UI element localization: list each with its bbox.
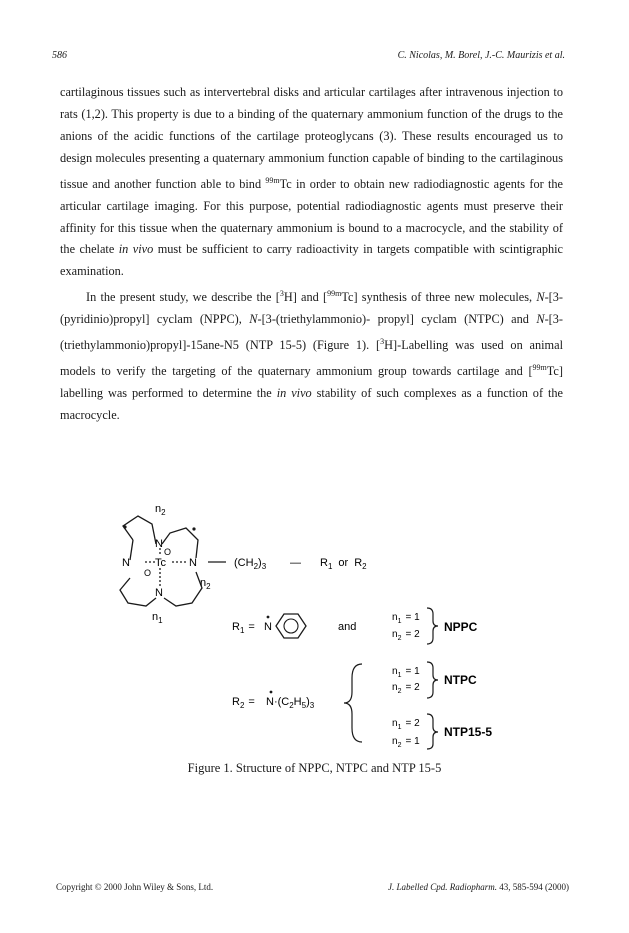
p1-text-b: Tc in order to obtain new radiodiagnostic agents for the articular cartilage imaging. For this purpose, potential radiodiagnostic agents must preserve their affinity for this tissue when the quaternary ammonium is bound to a macrocycle, and the stability of the chelate [60, 176, 563, 257]
atom-n-top: N [155, 538, 163, 550]
ntp-brace [427, 714, 438, 749]
journal-citation [388, 882, 569, 892]
and-word: and [338, 621, 357, 633]
stereo-dot-right [192, 527, 195, 530]
chain-dash: — [290, 557, 301, 569]
p2-text-f: -[3-(triethylammonio)propyl]-15ane-N5 (NTP 15-5) (Figure 1). [ [60, 312, 563, 353]
p1-text: cartilaginous tissues such as intervertebral disks and articular cartilages after intravenous injection to rats (1,2). This property is due to a binding of the quaternary ammonium function of the drugs to the anions of the acidic functions of the cartilage proteoglycans (3). These results encouraged us to design molecules presenting a quaternary ammonium function capable of binding to the cartilaginous tissue and another function able to bind [60, 85, 563, 191]
nppc-n1: $n_1 = 1$ [392, 612, 420, 625]
ntp-n1: $n_1 = 2$ [392, 718, 420, 731]
p2-sup-tc: 99m [327, 289, 342, 299]
p2-text-c: Tc] synthesis of three new molecules, [341, 290, 533, 305]
r1-or-r2: $R_1$ or $R_2$ [320, 557, 367, 571]
running-authors: C. Nicolas, M. Borel, J.-C. Maurizis et al. [397, 50, 565, 61]
p2-text-d: -[3-(pyridinio)propyl] cyclam (NPPC), [60, 290, 563, 327]
ammonium-charge-dot [270, 691, 273, 694]
ntpc-label: NTPC [444, 673, 477, 687]
nppc-label: NPPC [444, 620, 478, 634]
p2-text-i: stability of such complexes as a function of the macrocycle. [60, 386, 564, 423]
atom-n-left: N [122, 557, 130, 569]
p2-sup-tc2: 99m [532, 363, 547, 373]
p1-superscript: 99m [265, 175, 280, 185]
r2-big-brace [344, 664, 362, 742]
r2-definition: $R_2$ = [232, 696, 255, 710]
stereo-dot-left [123, 525, 126, 528]
pyridinium-ring [276, 614, 306, 638]
ntpc-brace [427, 662, 438, 698]
paragraph-2 [60, 283, 563, 427]
triethylammonio-group: $N\cdot(C_2H_5)_3$ [266, 696, 315, 710]
p2-sup-h2: 3 [380, 337, 385, 347]
pyridinium-n: N [264, 621, 272, 633]
paragraph-1 [60, 82, 563, 283]
oxo-left: O [144, 568, 152, 578]
nppc-n2: $n_2 = 2$ [392, 629, 420, 642]
page-number: 586 [52, 50, 67, 61]
ntp-label: NTP15-5 [444, 725, 493, 739]
macrocycle-bonds [120, 516, 226, 606]
nppc-brace [427, 608, 438, 644]
journal-volume: 43, 585-594 (2000) [499, 882, 569, 892]
body-text [60, 82, 563, 427]
p2-sup-h: 3 [279, 289, 284, 299]
atom-n-bottom: N [155, 587, 163, 599]
ring-top-left [123, 516, 156, 544]
journal-name: J. Labelled Cpd. Radiopharm. [388, 882, 497, 892]
chain-label: $(CH_2)_3$ [234, 557, 267, 571]
atom-n-right: N [189, 557, 197, 569]
p1-text-c: must be sufficient to carry radioactivity in targets compatible with scintigraphic examination. [60, 242, 564, 279]
page-footer [56, 882, 569, 896]
label-n1-bottom: $n_1$ [152, 611, 163, 625]
ntpc-n1: $n_1 = 1$ [392, 666, 420, 679]
r1-definition: $R_1$ = [232, 621, 255, 635]
pyridinium-aromatic-circle [284, 619, 298, 633]
ntpc-n2: $n_2 = 2$ [392, 682, 420, 695]
figure-caption: Figure 1. Structure of NPPC, NTPC and NTP 15-5 [187, 761, 442, 775]
p2-italic-n3: N [536, 312, 545, 327]
p2-italic-n2: N [249, 312, 258, 327]
oxo-top: O [164, 547, 172, 557]
figure-1 [100, 500, 530, 750]
p2-text-g: H]-Labelling was used on animal models to verify the targeting of the quaternary ammonium group towards cartilage and [ [60, 338, 563, 379]
p1-italic: in vivo [118, 242, 154, 257]
p2-italic-n1: N [536, 290, 545, 305]
ring-bottom-right [164, 572, 202, 606]
ring-bottom-left [120, 578, 156, 606]
p2-italic-invivo: in vivo [276, 386, 312, 401]
label-n2-top: $n_2$ [155, 503, 166, 517]
p2-text-b: H] and [ [283, 290, 328, 305]
ntp-n2: $n_2 = 1$ [392, 736, 420, 749]
running-header [52, 50, 565, 66]
p2-text-a: In the present study, we describe the [ [86, 290, 280, 305]
atom-tc: Tc [155, 557, 166, 569]
pyridinium-charge-dot [267, 616, 270, 619]
p2-text-h: Tc] labelling was performed to determine the [60, 364, 563, 401]
p2-text-e: -[3-(triethylammonio)- propyl] cyclam (NTPC) and [257, 312, 529, 327]
ring-left-bond [130, 540, 133, 560]
structure-diagram [100, 500, 530, 750]
copyright-notice: Copyright © 2000 John Wiley & Sons, Ltd. [56, 882, 214, 892]
label-n2-right: $n_2$ [200, 577, 211, 591]
